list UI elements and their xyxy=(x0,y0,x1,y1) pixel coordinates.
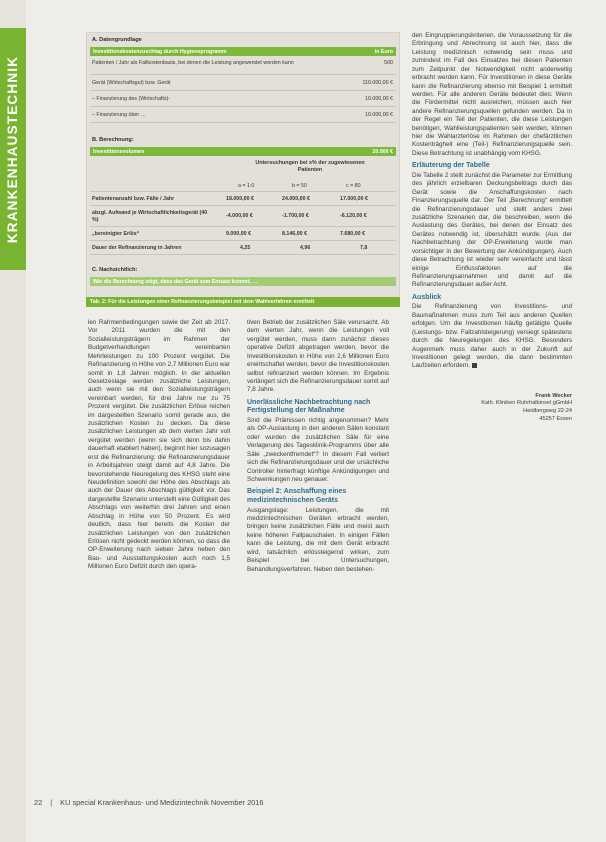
table-cell: 18.000,00 € xyxy=(226,196,254,202)
table-cell: Patientenanzahl bzw. Fälle / Jahr xyxy=(92,196,175,202)
body-paragraph: Ausgangslage: Leistungen, die mit medizintechnischen Geräten erbracht werden, bringen keine zusätzlichen Fälle und meist auch keine höheren Fallpauschalen. In einigen Fällen kann die Leistung, die mit dem Gerät erbracht wird, tatsächlich erlössteigernd wirken, zum Beispiel bei Untersuchungen, Behandlungsverfahren. Neben den bestehen- xyxy=(247,506,389,573)
table-cell: 9.000,00 € xyxy=(226,231,252,237)
magazine-title: KU special Krankenhaus- und Medizintechnik November 2016 xyxy=(60,798,264,807)
table-col-header: a = 1:0 xyxy=(238,183,255,189)
table-cell: 4,96 xyxy=(300,245,311,251)
table-cell: 110.000,00 € xyxy=(362,80,393,86)
table-cell: -4.000,00 € xyxy=(226,213,253,219)
text-column-1 xyxy=(88,319,230,793)
table-cell: -6.120,00 € xyxy=(340,213,367,219)
author-street: Heidbergweg 22-24 xyxy=(523,407,572,414)
closing-text: Die Refinanzierung von Investitions- und Baumaßnahmen muss zum Teil aus anderen Quellen erfolgen. Um die Investitionen häufig getätigte Quelle (Leistungs- bzw. Fallzahlsteigerung) versiegt spätestens durch die Neuregelungen des KHSG. Besonders Augenmerk muss daher auch in der Zukunft auf Investitionen gelegt werden, die dann bestimmten Laufzeiten erfordern. xyxy=(412,303,572,370)
table-row xyxy=(90,244,396,255)
body-paragraph: len Rahmenbedingungen sowie der Zeit ab 2017. Vor 2011 wurden die mit den Sozialleistungsträgern im Rahmen der Budgetverhandlungen vereinbarten Mehrleistungen zu 100 Prozent vergütet. Die Refinanzierung in Höhe von 2,7 Millionen Euro war somit in 1,8 Jahren möglich. In der aktuellen Gesetzeslage werden zusätzliche Leistungen, auch wenn sie mit den Sozialleistungsträgern vereinbart werden, für drei Jahre nur zu 75 Prozent vergütet. Die zusätzlichen Erlöse reichen im dargestellten Szenario somit gerade aus, die zusätzlichen Kosten zu decken. Da diese zusätzlichen Leistungen ab dem vierten Jahr voll vergütet werden (wenn sie sich denn bis dahin dauerhaft etabliert haben), beginnt hier sozusagen erst die Refinanzierung: die Refinanzierungsdauer in Arbeitsjahren steigt damit auf 4,8 Jahre. Die bevorstehende Neuregelung des KHSG steht eine Neudefinition sowohl der Höhe des Abschlags als auch der Dauer des Abschlags gültigkeit vor. Das dargestellte Szenario unterstellt eine Gültigkeit des Abschlags von weiterhin drei Jahren und einen Abschlag in Höhe von 50 Prozent. Es wird deutlich, dass hier bereits die Kosten der zusätzlichen Leistungen von den zusätzlichen Erlösen nicht gedeckt werden können, so dass die OP-Erweiterung nach sieben Jahre neben den Bau- und Ausstattungskosten auch noch 1,5 Millionen Euro Defizit durch den opera- xyxy=(88,319,230,571)
table-c-text: Wie die Berechnung zeigt, dass das Gerät zum Einsatz kommt, … xyxy=(93,278,258,285)
table-box xyxy=(86,32,400,305)
table-row xyxy=(90,230,396,241)
table-cell: -1.700,00 € xyxy=(282,213,309,219)
section-heading: Erläuterung der Tabelle xyxy=(412,162,490,170)
page-number: 22 xyxy=(34,798,43,807)
table-a-header-left: Investitionskostenzuschlag durch Hygieneprogramm xyxy=(93,48,227,55)
table-b-header-left: Investitionsvolumen xyxy=(93,148,145,155)
body-paragraph: Sind die Prämissen richtig angenommen? Mehr als OP-Auslastung in den anderen Sälen konstant oder wurden die zusätzlichen Säle für eine Verlagerung des Tagesklinik-Programms über alle Säle „zweckentfremdet“? In diesem Fall verliert sich die Refinanzierungsdauer und der ursächliche Controller hinterfragt künftige Ankündigungen und Schwenkungen neu genauer. xyxy=(247,416,389,483)
section-tab xyxy=(0,28,26,270)
table-row xyxy=(90,79,396,91)
table-col-header: b = 50 xyxy=(292,183,307,189)
section-heading: Ausblick xyxy=(412,293,442,301)
author-org: Kath. Kliniken Ruhrhalbinsel gGmbH xyxy=(481,400,572,407)
footer-separator: | xyxy=(50,798,53,807)
table-cell: 7.680,00 € xyxy=(340,231,366,237)
table-cell: abzgl. Aufwand je Wirtschaftlichkeitsgerät (40 %) xyxy=(92,210,208,223)
author-block xyxy=(412,393,572,423)
table-caption xyxy=(86,297,400,307)
table-cell: – Finanzierung des (Wirtschafts)- xyxy=(92,96,171,102)
table-cell: 10.000,00 € xyxy=(365,112,393,118)
table-caption-text: Tab. 2: Für die Leistungen einer Refinanzierungsbeispiel mit dem Wahlverfahren ermittelt xyxy=(90,299,315,305)
text-column-3 xyxy=(412,32,572,796)
table-row xyxy=(90,209,396,227)
table-row xyxy=(90,111,396,123)
table-section-b-title: B. Berechnung: xyxy=(92,137,134,143)
page-footer xyxy=(34,798,264,807)
section-heading: Unerlässliche Nachbetrachtung nach Fertigstellung der Maßnahme xyxy=(247,398,371,415)
table-a-header xyxy=(90,47,396,56)
table-row xyxy=(90,59,396,75)
table-cell: 24.000,00 € xyxy=(282,196,310,202)
table-b-column-headers xyxy=(90,182,396,192)
end-mark-icon xyxy=(472,363,477,368)
table-section-c-title: C. Nachsichtlich: xyxy=(92,267,138,273)
table-cell: 10.000,00 € xyxy=(365,96,393,102)
section-heading: Beispiel 2: Anschaffung eines medizintechnischen Geräts xyxy=(247,488,347,504)
table-row xyxy=(90,195,396,206)
table-cell: Dauer der Refinanzierung in Jahren xyxy=(92,245,182,251)
table-col-header: c = 80 xyxy=(346,183,361,189)
table-cell: 17.000,00 € xyxy=(340,196,368,202)
table-b-header xyxy=(90,147,396,156)
table-cell: 7,8 xyxy=(360,245,368,251)
table-b-group-header: Untersuchungen bei x% der zugewiesenen Patienten xyxy=(255,160,365,173)
author-city: 45257 Essen xyxy=(539,415,572,422)
table-cell: 8.146,00 € xyxy=(282,231,308,237)
table-a-header-right: in Euro xyxy=(374,48,393,55)
table-row xyxy=(90,95,396,107)
table-c-row xyxy=(90,277,396,286)
author-name: Frank Wecker xyxy=(535,392,572,399)
section-label: KRANKENHAUSTECHNIK xyxy=(5,55,21,243)
table-cell: Patienten / Jahr als Fallkostenbasis, bei denen die Leistung angewendet werden kann xyxy=(92,60,294,66)
body-paragraph: tiven Betrieb der zusätzlichen Säle verursacht. Ab dem vierten Jahr, wenn die Leistungen voll vergütet werden, muss dann zunächst dieses operative Defizit abgetragen werden, bevor die Investitionskosten in Höhe von 2,6 Millionen Euro erwirtschaftet werden, bevor die Investitionskosten selbst refinanziert werden können. Im Ergebnis verlängert sich die Refinanzierungsdauer somit auf 7,8 Jahre. xyxy=(247,319,389,394)
table-b-header-right: 20.000 € xyxy=(372,148,393,155)
table-cell: Gerät (Wirtschaftsgut) bzw. Gerät xyxy=(92,80,171,86)
body-paragraph xyxy=(412,303,572,370)
body-paragraph: den Eingruppierungskriterien, die Voraussetzung für die Erbringung und Abrechnung ist auch hier, dass die Leistung medizinisch notwendig sein muss und zumindest im Fall des Einsatzes bei diesen Patienten zum Zeitpunkt der Notwendigkeit nicht anderweitig erbracht werden kann. Für Investitionen in diese Geräte kann die Refinanzierung ebenso mit Beispiel 1 ermittelt werden. Für alle anderen Geräte bedeutet dies: Wenn die Fördermittel nicht ausreichen, müssen auch hier andere Refinanzierungsquellen gefunden werden. Da in der Regel ein Teil der Patienten, die diese Leistungen benötigen, Wahlleistungspatienten sein werden, können hier die Wahlarzterlöse im Rahmen der chefärztlichen Kostenträgheit eine (Teil-) Refinanzierungsquelle sein. Diese Betrachtung ist unabhängig vom KHSG. xyxy=(412,32,572,157)
table-cell: „bereinigter Erlös“ xyxy=(92,231,140,237)
table-section-a-title: A. Datengrundlage xyxy=(92,37,142,43)
text-column-2 xyxy=(247,319,389,793)
table-cell: 4,25 xyxy=(240,245,251,251)
body-paragraph: Die Tabelle 2 stellt zunächst die Parameter zur Ermittlung des jährlich erzielbaren Deckungsbeitrags durch das Gerät sowie die Anschaffungskosten nach Finanzierungsquelle dar. Der Teil „Berechnung“ ermittelt die Refinanzierungsdauer und stellt anders zwei zusätzliche Szenarien dar, die beschreiben, wenn die Auslastung des Gerätes, bei denen der Einsatz des Gerätes notwendig ist, überschätzt wurde. (Aus der Nachbetrachtung der OP-Erweiterung wurde man vorsichtiger in der Bewertung der Ankündigungen). Auch diese Betrachtung ist wieder sehr vereinfacht und lässt einige Einflussfaktoren auf die Refinanzierungsannahmen und damit auf die Refinanzierungsdauer außer Acht. xyxy=(412,171,572,289)
table-cell: 500 xyxy=(384,60,393,66)
table-cell: – Finanzierung über … xyxy=(92,112,146,118)
